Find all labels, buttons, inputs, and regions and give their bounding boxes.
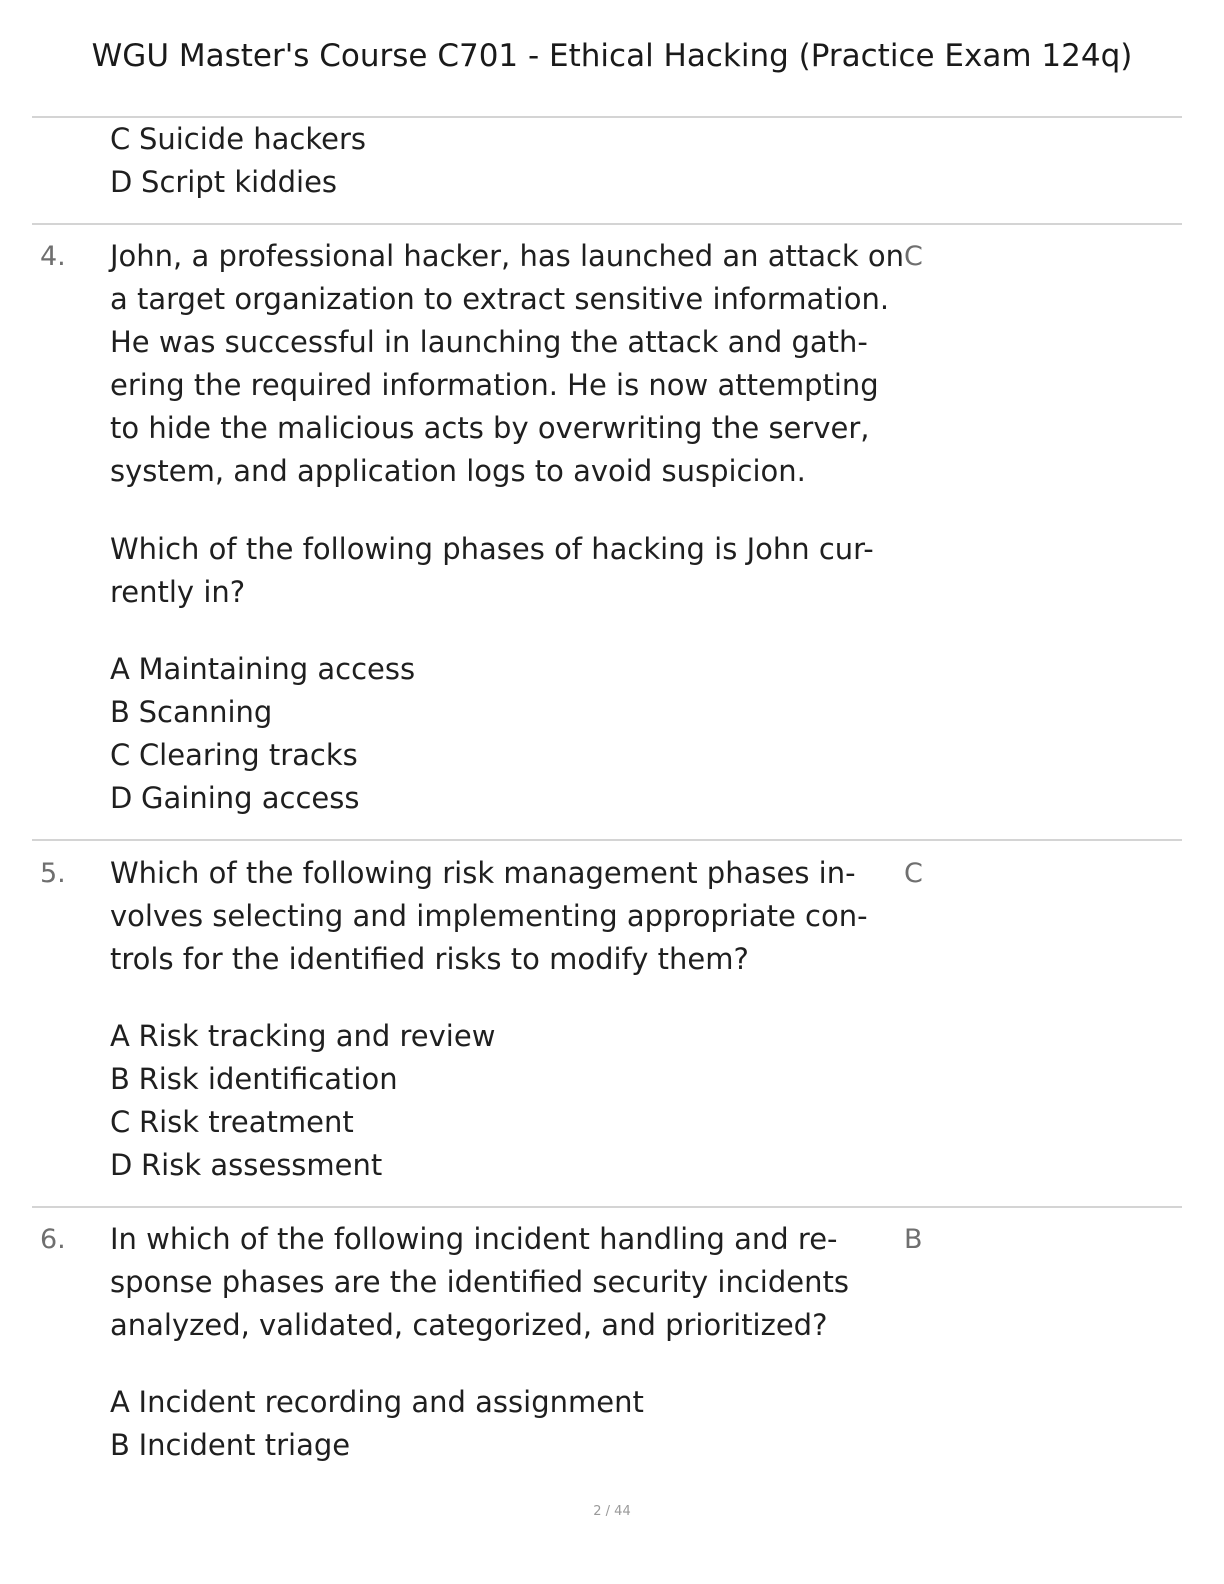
question-stem-line: system, and application logs to avoid suspicion. — [110, 454, 806, 488]
option-d — [110, 777, 360, 820]
option-letter: A — [110, 1019, 130, 1053]
question-prompt-line: Which of the following phases of hacking is John cur- — [110, 532, 874, 566]
option-text: Risk treatment — [138, 1105, 354, 1139]
option-a — [110, 648, 415, 691]
divider — [32, 1206, 1182, 1208]
option-letter: B — [110, 1062, 130, 1096]
question-stem-line: to hide the malicious acts by overwriting the server, — [110, 411, 870, 445]
question-number: 4. — [40, 241, 66, 272]
option-b — [110, 1424, 350, 1467]
answer-key: C — [904, 241, 923, 272]
option-letter: C — [110, 738, 131, 772]
question-stem-line: a target organization to extract sensitive information. — [110, 282, 890, 316]
option-d — [110, 161, 337, 204]
question-stem-line: He was successful in launching the attack and gath- — [110, 325, 868, 359]
option-text: Incident triage — [138, 1428, 351, 1462]
option-text: Incident recording and assignment — [138, 1385, 644, 1419]
option-text: Clearing tracks — [138, 738, 358, 772]
option-letter: D — [110, 781, 133, 815]
question-stem-line: Which of the following risk management phases in- — [110, 856, 856, 890]
option-letter: A — [110, 652, 130, 686]
question-stem-line: John, a professional hacker, has launched an attack on — [110, 239, 905, 273]
option-d — [110, 1144, 382, 1187]
question-stem-line: sponse phases are the identified security incidents — [110, 1265, 849, 1299]
option-text: Risk tracking and review — [138, 1019, 496, 1053]
question-stem-line: analyzed, validated, categorized, and prioritized? — [110, 1308, 828, 1342]
option-text: Maintaining access — [138, 652, 416, 686]
page-title: WGU Master's Course C701 - Ethical Hacking (Practice Exam 124q) — [91, 38, 1133, 74]
page-number: 2 / 44 — [593, 1504, 631, 1519]
option-b — [110, 691, 272, 734]
question-stem-line: volves selecting and implementing appropriate con- — [110, 899, 868, 933]
answer-key: C — [904, 858, 923, 889]
option-text: Gaining access — [141, 781, 360, 815]
question-number: 5. — [40, 858, 66, 889]
question-stem-line: ering the required information. He is now attempting — [110, 368, 879, 402]
option-b — [110, 1058, 398, 1101]
option-text: Risk identification — [138, 1062, 398, 1096]
divider — [32, 839, 1182, 841]
option-text: Suicide hackers — [138, 122, 366, 156]
question-prompt-line: rently in? — [110, 575, 246, 609]
option-letter: D — [110, 165, 133, 199]
option-letter: C — [110, 1105, 131, 1139]
option-letter: D — [110, 1148, 133, 1182]
question-stem-line: trols for the identified risks to modify them? — [110, 942, 749, 976]
option-text: Risk assessment — [141, 1148, 383, 1182]
option-a — [110, 1015, 495, 1058]
option-c — [110, 118, 366, 161]
question-stem-line: In which of the following incident handling and re- — [110, 1222, 838, 1256]
option-letter: A — [110, 1385, 130, 1419]
option-letter: B — [110, 1428, 130, 1462]
option-text: Script kiddies — [141, 165, 338, 199]
divider — [32, 223, 1182, 225]
option-letter: B — [110, 695, 130, 729]
option-a — [110, 1381, 644, 1424]
option-text: Scanning — [138, 695, 273, 729]
question-number: 6. — [40, 1224, 66, 1255]
answer-key: B — [904, 1224, 923, 1255]
option-letter: C — [110, 122, 131, 156]
option-c — [110, 1101, 354, 1144]
option-c — [110, 734, 358, 777]
